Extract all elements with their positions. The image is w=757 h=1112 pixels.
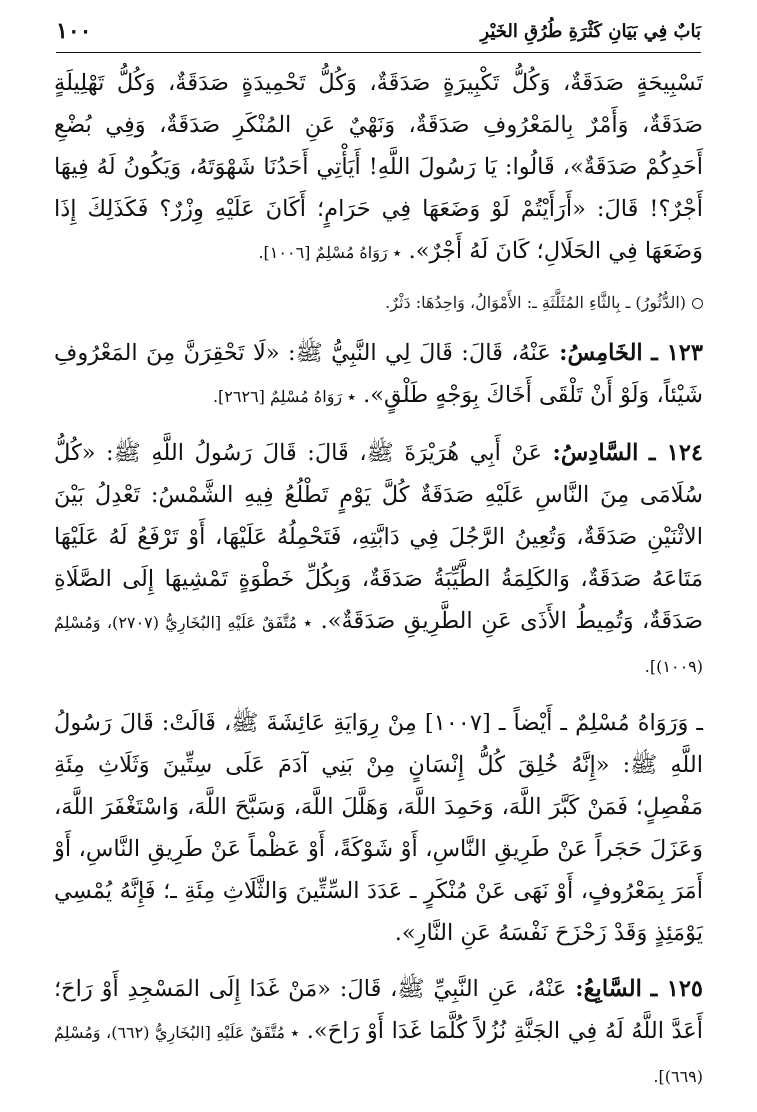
hadith-text: عَنْ أَبِي هُرَيْرَةَ ﷺ، قَالَ: قَالَ رَسُولُ اللَّهِ ﷺ: «كُلُّ سُلَامَى مِنَ النَّاسِ عَلَيْهِ صَدَقَةٌ كُلَّ يَوْمٍ تَطْلُعُ فِيهِ الشَّمْسُ: تَعْدِلُ بَيْنَ الاثْنَيْنِ صَدَقَةٌ، وَتُعِينُ الرَّجُلَ فِي دَابَّتِهِ، فَتَحْمِلُهُ عَلَيْهَا، أَوْ تَرْفَعُ لَهُ عَلَيْهَا مَتَاعَهُ صَدَقَةٌ، وَالكَلِمَةُ الطَّيِّبَةُ صَدَقَةٌ، وَبِكُلِّ خَطْوَةٍ تَمْشِيهَا إِلَى الصَّلَاةِ صَدَقَةٌ، وَتُمِيطُ الأَذَى عَنِ الطَّرِيقِ صَدَقَةٌ». [54,440,704,634]
hadith-text: عَنْهُ، عَنِ النَّبِيِّ ﷺ، قَالَ: «مَنْ غَدَا إِلَى المَسْجِدِ أَوْ رَاحَ؛ أَعَدَّ اللَّهُ لَهُ فِي الجَنَّةِ نُزُلاً كُلَّمَا غَدَا أَوْ رَاحَ». [54,976,704,1044]
hadith-source: ٭ رَوَاهُ مُسْلِمٌ [٢٦٢٦]. [212,387,356,406]
hadith-label: السَّادِسُ: [552,440,639,466]
hadith-125 [54,968,703,1098]
hadith-continuation [54,62,703,274]
circle-bullet-icon [692,298,703,309]
page-number: ١٠٠ [56,18,92,44]
glossary-note [54,288,703,318]
hadith-123 [54,332,703,418]
muslim-narration [54,702,703,954]
hadith-text: عَنْهُ، قَالَ: قَالَ لِي النَّبِيُّ ﷺ: «لَا تَحْقِرَنَّ مِنَ المَعْرُوفِ شَيْئاً، وَلَوْ أَنْ تَلْقَى أَخَاكَ بِوَجْهٍ طَلْقٍ». [54,340,703,408]
hadith-source: ٭ مُتَّفَقٌ عَلَيْهِ [البُخَارِيُّ (٢٧٠٧)، وَمُسْلِمٌ (١٠٠٩)]. [54,613,703,676]
hadith-label: السَّابِعُ: [575,976,642,1002]
hadith-text: تَسْبِيحَةٍ صَدَقَةٌ، وَكُلُّ تَكْبِيرَةٍ صَدَقَةٌ، وَكُلُّ تَحْمِيدَةٍ صَدَقَةٌ، وَكُلُّ تَهْلِيلَةٍ صَدَقَةٌ، وَأَمْرٌ بِالمَعْرُوفِ صَدَقَةٌ، وَنَهْيٌ عَنِ المُنْكَرِ صَدَقَةٌ، وَفِي بُضْعِ أَحَدِكُمْ صَدَقَةٌ»، قَالُوا: يَا رَسُولَ اللَّهِ! أَيَأْتِي أَحَدُنَا شَهْوَتَهُ، وَيَكُونُ لَهُ فِيهَا أَجْرٌ؟! قَالَ: «أَرَأَيْتُمْ لَوْ وَضَعَهَا فِي حَرَامٍ؛ أَكَانَ عَلَيْهِ وِزْرٌ؟ فَكَذَلِكَ إِذَا وَضَعَهَا فِي الحَلَالِ؛ كَانَ لَهُ أَجْرٌ». [54,70,703,264]
hadith-source: ٭ رَوَاهُ مُسْلِمٌ [١٠٠٦]. [258,243,402,262]
hadith-source: ٭ مُتَّفَقٌ عَلَيْهِ [البُخَارِيُّ (٦٦٢)، وَمُسْلِمٌ (٦٦٩)]. [54,1023,703,1086]
hadith-number: ١٢٣ ـ [651,340,703,366]
hadith-text: ـ وَرَوَاهُ مُسْلِمٌ ـ أَيْضاً ـ [١٠٠٧] مِنْ رِوَايَةِ عَائِشَةَ ﷺ، قَالَتْ: قَالَ رَسُولُ اللَّهِ ﷺ: «إِنَّهُ خُلِقَ كُلُّ إِنْسَانٍ مِنْ بَنِي آدَمَ عَلَى سِتِّينَ وَثَلَاثِ مِئَةِ مَفْصِلٍ؛ فَمَنْ كَبَّرَ اللَّهَ، وَحَمِدَ اللَّهَ، وَهَلَّلَ اللَّهَ، وَسَبَّحَ اللَّهَ، وَاسْتَغْفَرَ اللَّهَ، وَعَزَلَ حَجَراً عَنْ طَرِيقِ النَّاسِ، أَوْ شَوْكَةً، أَوْ عَظْماً عَنْ طَرِيقِ النَّاسِ، أَوْ أَمَرَ بِمَعْرُوفٍ، أَوْ نَهَى عَنْ مُنْكَرٍ ـ عَدَدَ السِّتِّينَ وَالثَّلَاثِ مِئَةِ ـ؛ فَإِنَّهُ يُمْسِي يَوْمَئِذٍ وَقَدْ زَحْزَحَ نَفْسَهُ عَنِ النَّارِ». [54,710,703,946]
hadith-124 [54,432,703,688]
hadith-label: الخَامِسُ: [559,340,643,366]
hadith-number: ١٢٤ ـ [648,440,703,466]
glossary-text: (الدُّثُورُ) ـ بِالثَّاءِ المُثَلَّثَةِ ـ: الأَمْوَالُ، وَاحِدُهَا: دَثْرٌ. [385,293,686,312]
page-body [54,62,703,1112]
running-title: بَابٌ فِي بَيَانِ كَثْرَةِ طُرُقِ الخَيْرِ [480,20,701,42]
page-header [56,10,701,53]
hadith-number: ١٢٥ ـ [650,976,703,1002]
